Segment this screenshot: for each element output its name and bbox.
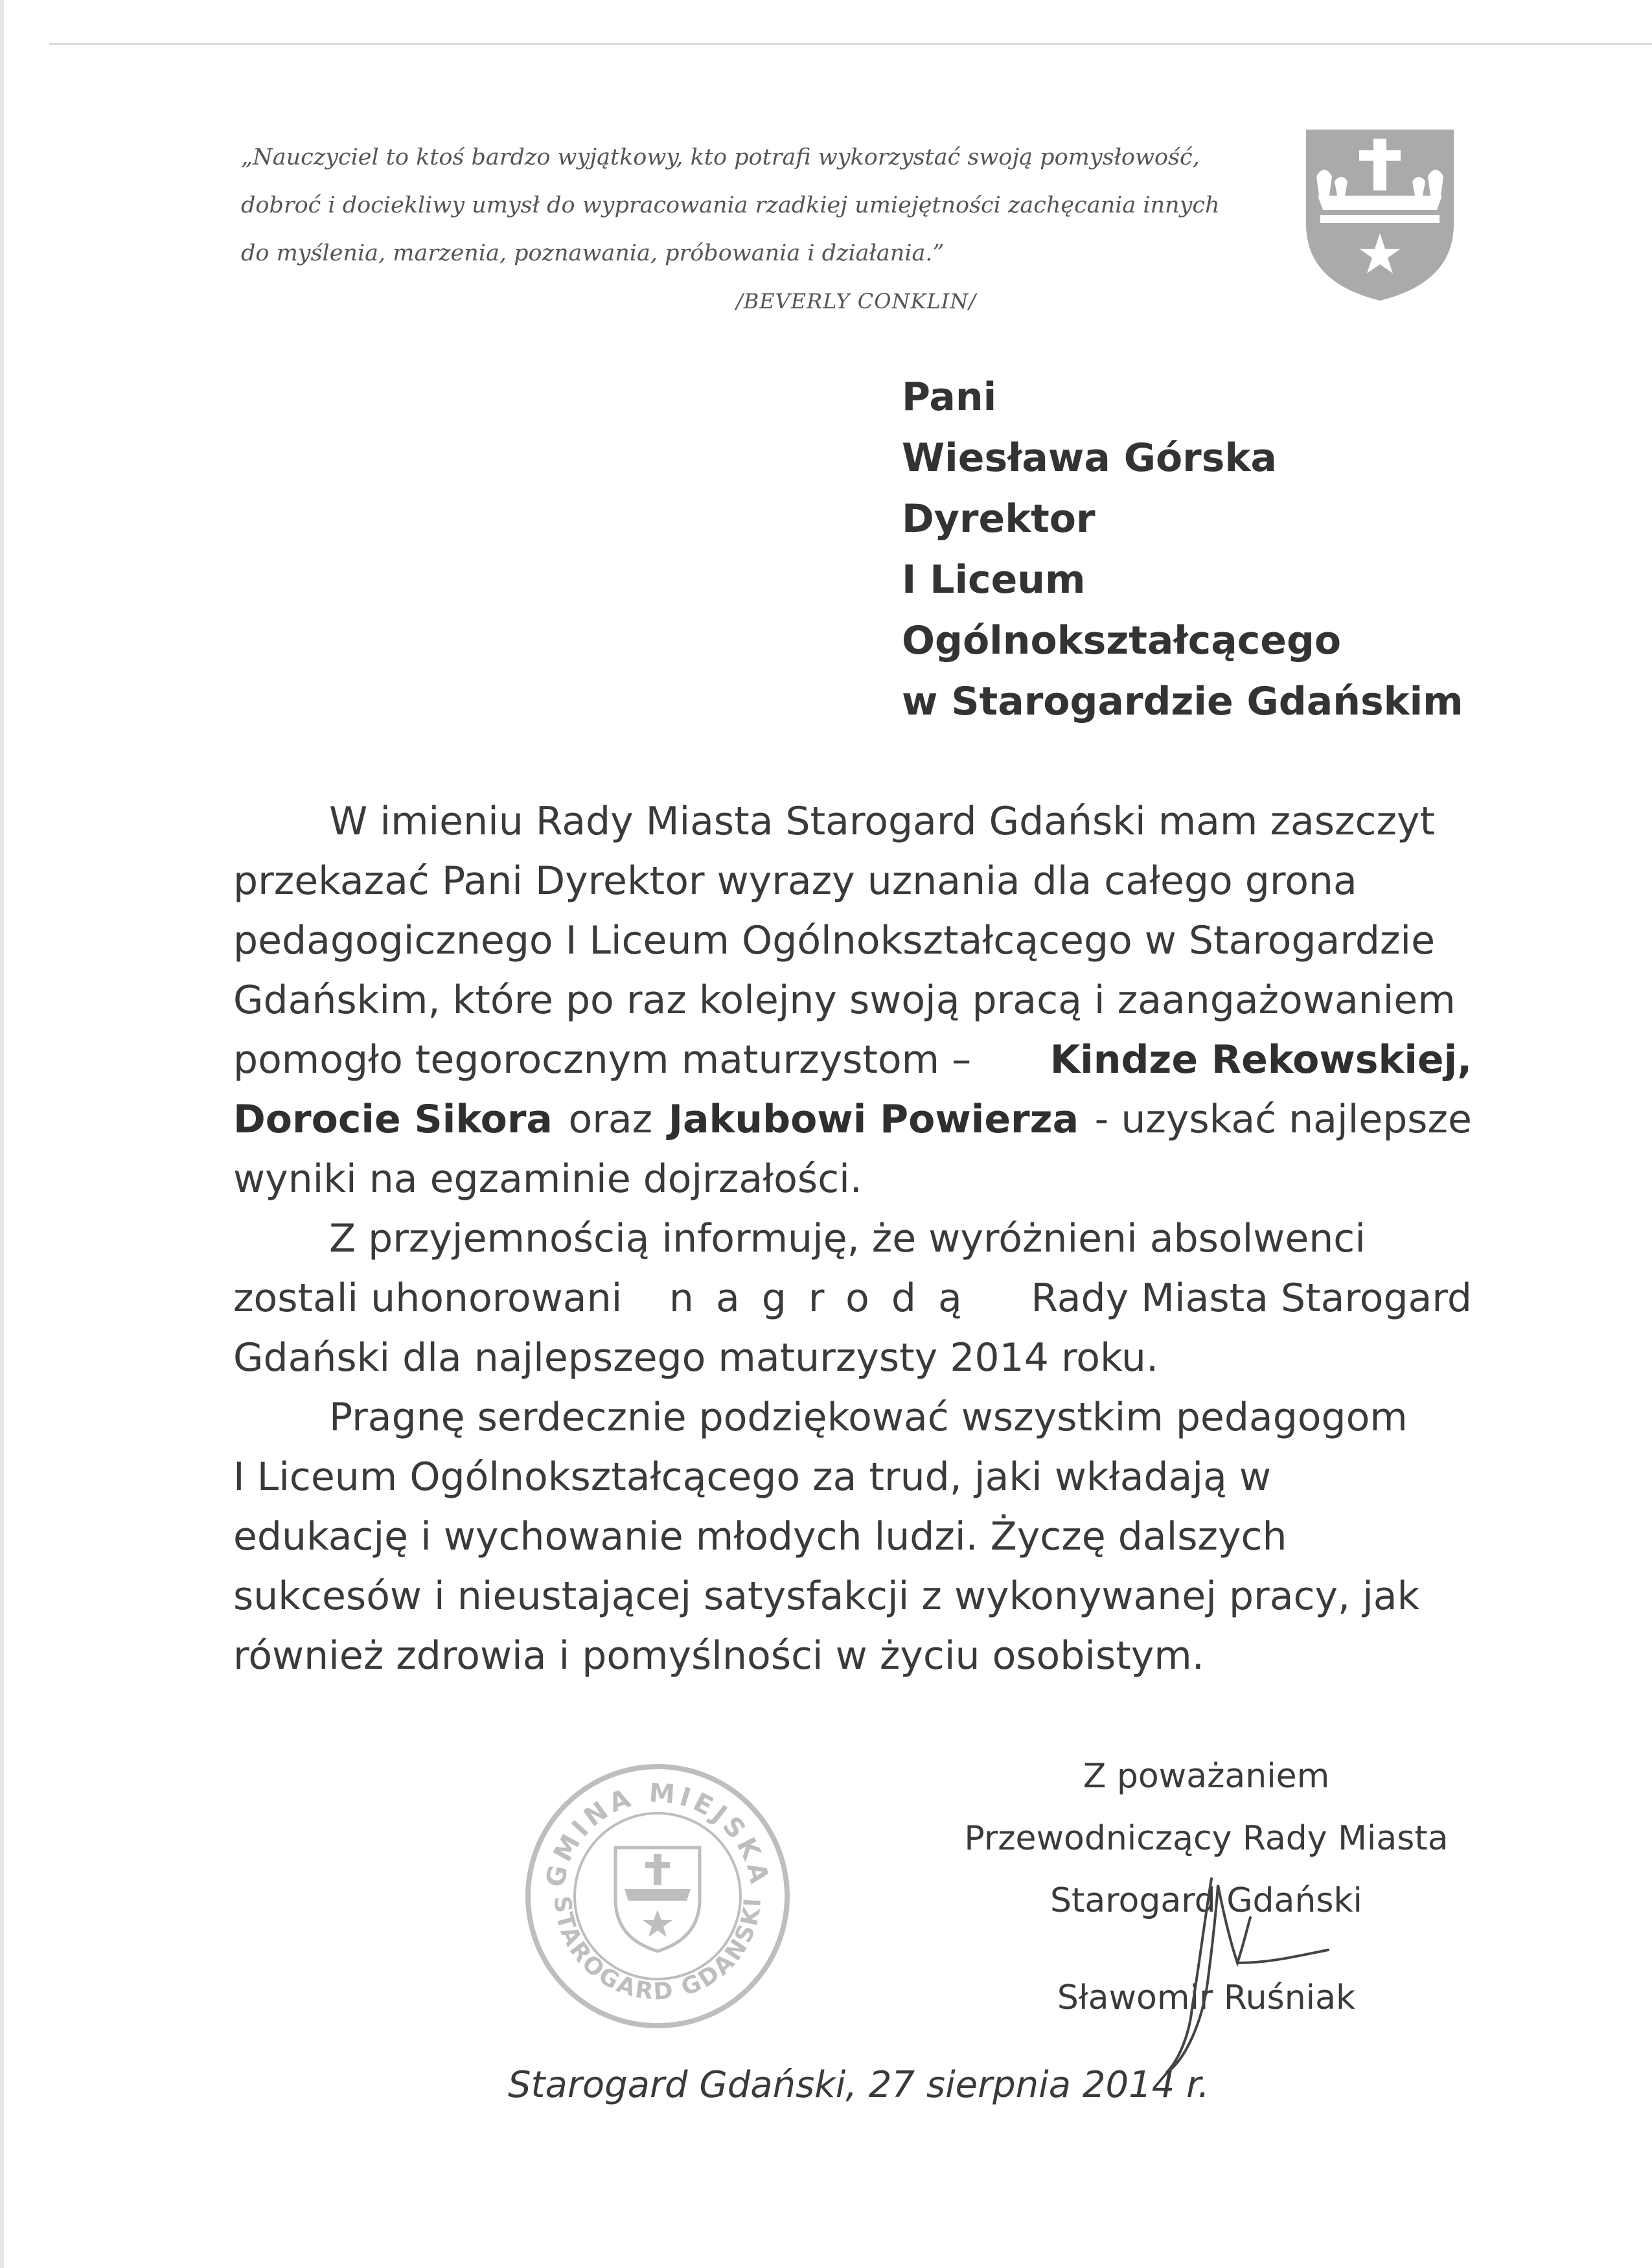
text-segment: sukcesów i nieustającej satysfakcji z wykonywanej pracy, jak	[233, 1574, 1420, 1619]
text-segment: wyniki na egzaminie dojrzałości.	[233, 1156, 862, 1202]
stamp-top-text: GMINA MIEJSKA	[540, 1778, 775, 1890]
paragraph-2-line	[233, 1268, 1472, 1328]
text-segment: - uzyskać najlepsze	[1094, 1097, 1472, 1142]
letter-body	[233, 792, 1472, 1686]
text-segment: Z przyjemnością informuję, że wyróżnieni absolwenci	[329, 1216, 1366, 1261]
paragraph-1-line	[233, 1149, 1472, 1209]
text-segment: I Liceum Ogólnokształcącego za trud, jaki wkładają w	[233, 1454, 1271, 1500]
paragraph-1-line	[233, 911, 1472, 970]
text-segment: oraz	[568, 1097, 653, 1142]
signer-title-2: Starogard Gdański	[1050, 1881, 1362, 1920]
recipient-name: Wiesława Górska	[902, 435, 1277, 481]
closing-greeting: Z poważaniem	[1083, 1757, 1330, 1796]
quote-line-3: do myślenia, marzenia, poznawania, próbowania i działania.”	[241, 240, 945, 266]
signer-title-1: Przewodniczący Rady Miasta	[964, 1819, 1449, 1858]
text-segment: Pragnę serdecznie podziękować wszystkim pedagogom	[329, 1395, 1408, 1440]
text-segment: W imieniu Rady Miasta Starogard Gdański mam zaszczyt	[329, 799, 1435, 844]
paragraph-3-line	[233, 1388, 1472, 1447]
text-segment: edukację i wychowanie młodych ludzi. Życzę dalszych	[233, 1514, 1287, 1559]
letter-date: Starogard Gdański, 27 sierpnia 2014 r.	[508, 2064, 1210, 2106]
quote-line-2: dobroć i dociekliwy umysł do wypracowania rzadkiej umiejętności zachęcania innych	[241, 192, 1220, 218]
stamp-bottom-text: STAROGARD GDAŃSKI	[548, 1894, 767, 2006]
paragraph-1-line	[233, 851, 1472, 911]
student-name-2: Dorocie Sikora	[233, 1097, 553, 1142]
paragraph-3-line	[233, 1447, 1472, 1507]
recipient-school-1: I Liceum	[902, 557, 1086, 602]
paragraph-1-line	[233, 792, 1472, 851]
award-word: nagrodą	[669, 1276, 984, 1321]
official-stamp	[518, 1757, 797, 2035]
recipient-city: w Starogardzie Gdańskim	[902, 679, 1463, 724]
paragraph-3-line	[233, 1566, 1472, 1626]
text-segment: również zdrowia i pomyślności w życiu osobistym.	[233, 1633, 1204, 1678]
paragraph-2-line	[233, 1209, 1472, 1268]
scan-top-rule	[49, 43, 1652, 45]
paragraph-3-line	[233, 1507, 1472, 1566]
scan-left-edge	[0, 0, 4, 2268]
paragraph-1-line	[233, 1090, 1472, 1149]
text-segment: przekazać Pani Dyrektor wyrazy uznania dla całego grona	[233, 858, 1357, 904]
student-name-1: Kindze Rekowskiej,	[1050, 1037, 1472, 1082]
text-segment: Rady Miasta Starogard	[1031, 1276, 1472, 1321]
text-segment: Gdański dla najlepszego maturzysty 2014 roku.	[233, 1335, 1159, 1380]
text-segment: zostali uhonorowani	[233, 1276, 623, 1321]
quote-line-1: „Nauczyciel to ktoś bardzo wyjątkowy, kto potrafi wykorzystać swoją pomysłowość,	[241, 144, 1200, 170]
recipient-salutation: Pani	[902, 374, 997, 420]
recipient-block	[902, 367, 1463, 732]
handwritten-signature	[1140, 1866, 1335, 2086]
signer-name: Sławomir Ruśniak	[1057, 1978, 1356, 2017]
text-segment: Gdańskim, które po raz kolejny swoją pracą i zaangażowaniem	[233, 978, 1456, 1023]
text-segment: pomogło tegorocznym maturzystom –	[233, 1037, 972, 1082]
recipient-title: Dyrektor	[902, 496, 1096, 542]
coat-of-arms-icon	[1303, 127, 1456, 303]
quote-author: /BEVERLY CONKLIN/	[736, 289, 977, 314]
paragraph-2-line	[233, 1328, 1472, 1388]
student-name-3: Jakubowi Powierza	[668, 1097, 1079, 1142]
recipient-school-2: Ogólnokształcącego	[902, 618, 1342, 663]
paragraph-1-line	[233, 1030, 1472, 1090]
epigraph-quote	[241, 133, 1220, 325]
text-segment: pedagogicznego I Liceum Ogólnokształcącego w Starogardzie	[233, 918, 1436, 963]
paragraph-3-line	[233, 1626, 1472, 1686]
paragraph-1-line	[233, 970, 1472, 1030]
